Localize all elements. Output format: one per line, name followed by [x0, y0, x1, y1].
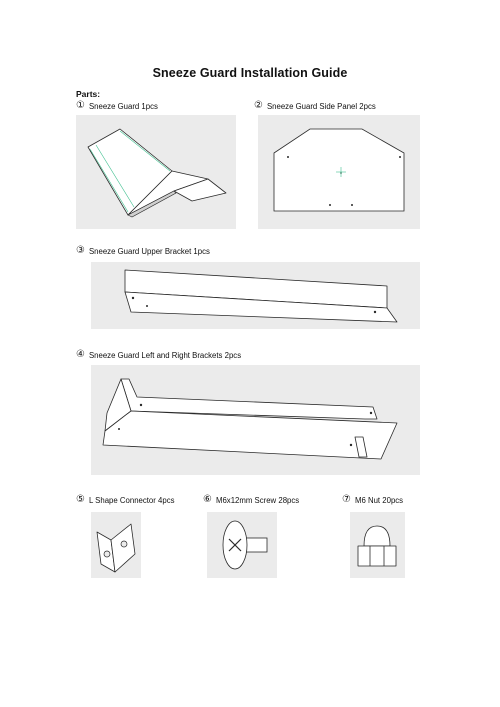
l-connector-image [91, 512, 141, 578]
part-1-label: Sneeze Guard 1pcs [88, 101, 158, 111]
part-5-number: ⑤ [76, 494, 85, 505]
part-3-label: Sneeze Guard Upper Bracket 1pcs [88, 246, 210, 256]
part-3-caption [76, 246, 210, 256]
part-4-label: Sneeze Guard Left and Right Brackets 2pcs [88, 350, 242, 360]
part-5-label: L Shape Connector 4pcs [88, 495, 175, 505]
part-2-label: Sneeze Guard Side Panel 2pcs [266, 101, 376, 111]
part-2-number: ② [254, 100, 263, 111]
part-1-number: ① [76, 100, 85, 111]
part-3-number: ③ [76, 245, 85, 256]
part-6-caption [203, 495, 299, 505]
nut-image [350, 512, 405, 578]
part-5-caption [76, 495, 175, 505]
upper-bracket-image [91, 262, 420, 329]
part-4-number: ④ [76, 349, 85, 360]
sneeze-guard-image [76, 115, 236, 229]
page-title: Sneeze Guard Installation Guide [152, 66, 348, 80]
side-brackets-image [91, 365, 420, 475]
part-6-label: M6x12mm Screw 28pcs [215, 495, 300, 505]
parts-heading: Parts: [76, 89, 101, 99]
part-1-caption [76, 101, 158, 111]
screw-image [207, 512, 277, 578]
part-7-label: M6 Nut 20pcs [354, 495, 404, 505]
part-7-number: ⑦ [342, 494, 351, 505]
part-4-caption [76, 350, 241, 360]
part-2-caption [254, 101, 376, 111]
part-6-number: ⑥ [203, 494, 212, 505]
part-7-caption [342, 495, 403, 505]
side-panel-image [258, 115, 420, 229]
